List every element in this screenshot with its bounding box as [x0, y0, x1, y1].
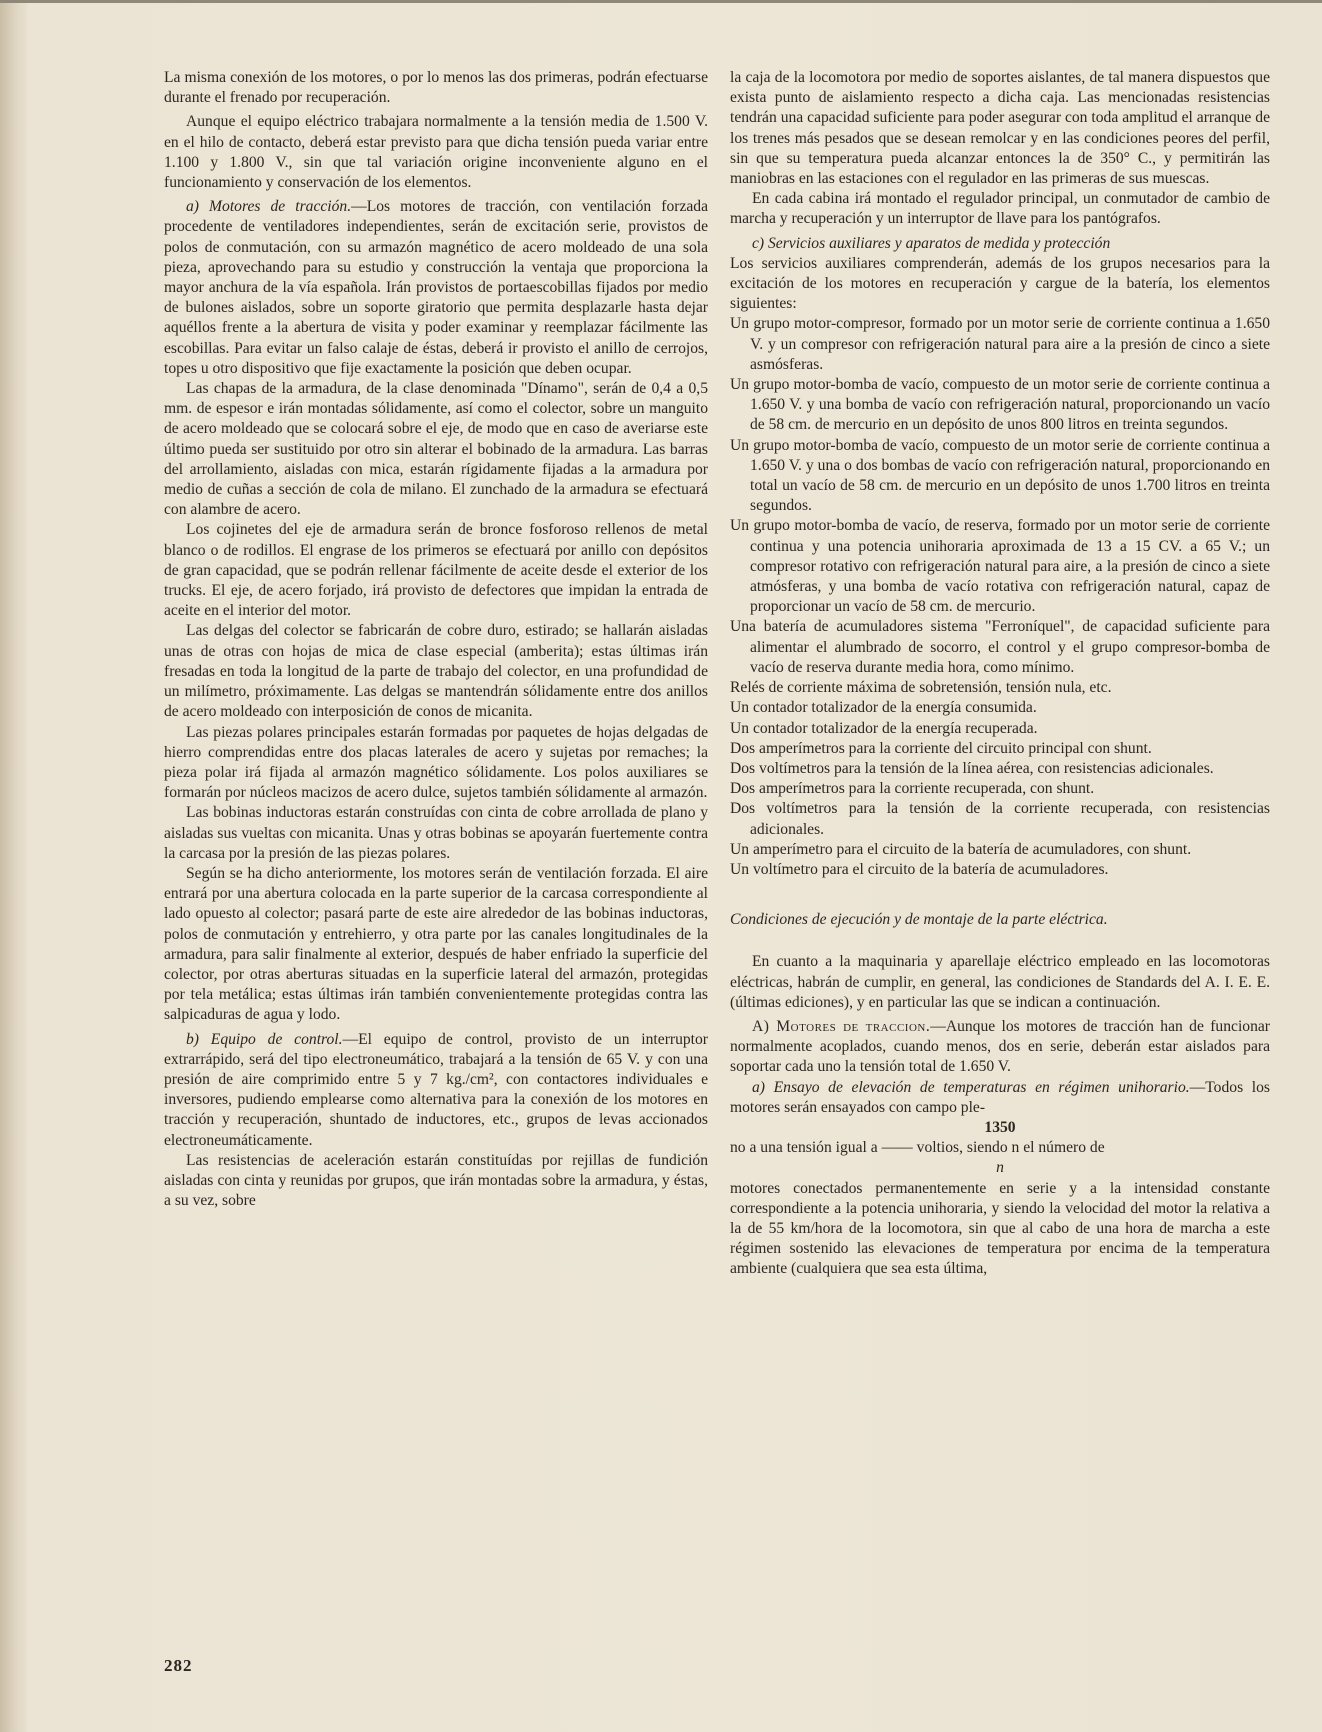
- list-item: Un grupo motor-bomba de vacío, compuesto de un motor serie de corriente continua a 1.650 V. y una o dos bombas de vacío con refrigeración natural, proporcionando en total un vacío de 58 cm. de mercurio en un depósito de unos 1.700 litros en treinta segundos.: [730, 436, 1270, 515]
- traction-heading: A) Motores de traccion.: [752, 1017, 931, 1035]
- list-item: Un grupo motor-compresor, formado por un motor serie de corriente continua a 1.650 V. y un compresor con refrigeración natural para aire a la presión de cinco a siete asmósferas.: [730, 315, 1270, 373]
- list-item: Un grupo motor-bomba de vacío, compuesto de un motor serie de corriente continua a 1.650 V. y una bomba de vacío con refrigeración natural, proporcionando un vacío de 58 cm. de mercurio en un depósito de unos 800 litros en treinta segundos.: [730, 376, 1270, 434]
- list-item: Dos amperímetros para la corriente recuperada, con shunt.: [730, 780, 1095, 798]
- traction-paragraph: [730, 1017, 1270, 1078]
- list-item: Relés de corriente máxima de sobretensión, tensión nula, etc.: [730, 679, 1112, 697]
- list-item: Dos voltímetros para la tensión de la corriente recuperada, con resistencias adicionales.: [730, 800, 1270, 838]
- paragraph: Aunque el equipo eléctrico trabajara normalmente a la tensión media de 1.500 V. en el hilo de contacto, deberá estar previsto para que dicha tensión pueda variar entre 1.100 y 1.800 V., sin que tal variación origine inconveniente alguno en el funcionamiento y conservación de los elementos.: [164, 113, 708, 192]
- left-column: [164, 68, 708, 1211]
- motors-heading: a) Motores de tracción.: [186, 198, 352, 216]
- paragraph: Según se ha dicho anteriormente, los motores serán de ventilación forzada. El aire entrará por una abertura colocada en la parte superior de la carcasa correspondiente al lado opuesto al colector; pasará parte de este aire alrededor de las bobinas inductoras, polos de conmutación y entrehierro, y otra parte por las canales longitudinales de la armadura, para salir finalmente al exterior, después de haber enfriado la superficie del colector, por otras aberturas situadas en la superficie lateral del armazón, protegidas por tela metálica; estas últimas irán también convenientemente protegidas contra las salpicaduras de agua y lodo.: [164, 864, 708, 1024]
- top-border: [0, 0, 1322, 3]
- control-heading: b) Equipo de control.: [186, 1030, 343, 1048]
- list-item: Un voltímetro para el circuito de la batería de acumuladores.: [730, 860, 1109, 878]
- paragraph: Las piezas polares principales estarán formadas por paquetes de hojas delgadas de hierro comprendidas entre dos placas laterales de acero y sujetas por remaches; la pieza polar irá fijada al armazón magnético sólidamente. Los polos auxiliares se formarán por núcleos macizos de acero dulce, sujetos también sólidamente al armazón.: [164, 723, 708, 802]
- aux-heading: c) Servicios auxiliares y aparatos de medida y protección: [752, 234, 1111, 252]
- conditions-heading: Condiciones de ejecución y de montaje de la parte eléctrica.: [730, 911, 1108, 929]
- list-item: Un amperímetro para el circuito de la batería de acumuladores, con shunt.: [730, 840, 1192, 858]
- control-text: —El equipo de control, provisto de un interruptor extrarrápido, será del tipo electroneumático, trabajará a la tensión de 65 V. y con una presión de aire comprimido entre 5 y 7 kg./cm², con contactores individuales e inversores, pudiendo emplearse como alternativa para la conexión de los motores en tracción y recuperación, shuntado de inductores, etc., grupos de levas accionados electroneumáticamente.: [164, 1030, 708, 1149]
- formula-line: no a una tensión igual a —— voltios, siendo n el número de: [730, 1139, 1105, 1157]
- formula-numerator: 1350: [984, 1118, 1016, 1136]
- test-text: —Todos los motores serán ensayados con campo ple-: [730, 1078, 1270, 1116]
- test-paragraph: [730, 1078, 1270, 1118]
- page-number: 282: [164, 1656, 193, 1675]
- formula-denominator: n: [996, 1159, 1004, 1177]
- paragraph: motores conectados permanentemente en serie y a la intensidad constante correspondiente a la potencia unihoraria, y siendo la velocidad del motor la relativa a la de 55 km/hora de la locomotora, sin que al cabo de una hora de marcha a este régimen sostenido las elevaciones de temperatura por encima de la temperatura ambiente (cualquiera que sea esta última,: [730, 1179, 1270, 1278]
- paragraph: Las resistencias de aceleración estarán constituídas por rejillas de fundición aisladas con cinta y reunidas por grupos, que irán montadas sobre la armadura, y éstas, a su vez, sobre: [164, 1151, 708, 1210]
- paragraph: En cuanto a la maquinaria y aparellaje eléctrico empleado en las locomotoras eléctricas, habrán de cumplir, en general, las condiciones de Standards del A. I. E. E. (últimas ediciones), y en particular las que se indican a continuación.: [730, 953, 1270, 1011]
- list-item: Un contador totalizador de la energía consumida.: [730, 699, 1037, 717]
- motors-text: —Los motores de tracción, con ventilación forzada procedente de ventiladores independientes, serán de excitación serie, provistos de polos de conmutación, con su armazón magnético de acero moldeado de una sola pieza, aprovechando para su estudio y construcción la ventaja que proporciona la mayor anchura de la vía española. Irán provistos de portaescobillas fijados por medio de bulones aislados, sobre un soporte giratorio que permita desplazarle hasta dejar aquéllos frente a la abertura de visita y poder examinar y reemplazar fácilmente las escobillas. Para evitar un falso calaje de éstas, deberá ir provisto el anillo de cerrojos, topes u otro dispositivo que fije exactamente la posición que deben ocupar.: [164, 198, 709, 377]
- paragraph: En cada cabina irá montado el regulador principal, un conmutador de cambio de marcha y recuperación y un interruptor de llave para los pantógrafos.: [730, 190, 1270, 228]
- list-item: Un contador totalizador de la energía recuperada.: [730, 719, 1038, 737]
- motors-paragraph: [164, 197, 708, 379]
- paragraph: La misma conexión de los motores, o por lo menos las dos primeras, podrán efectuarse durante el frenado por recuperación.: [164, 69, 708, 107]
- paragraph: Las bobinas inductoras estarán construídas con cinta de cobre arrollada de plano y aisladas sus vueltas con micanita. Unas y otras bobinas se apoyarán fuertemente contra la carcasa por la presión de las piezas polares.: [164, 804, 708, 862]
- traction-text: —Aunque los motores de tracción han de funcionar normalmente acoplados, cuando menos, dos en serie, deberán estar aislados para soportar cada uno la tensión total de 1.650 V.: [730, 1017, 1270, 1076]
- list-item: Un grupo motor-bomba de vacío, de reserva, formado por un motor serie de corriente continua y una potencia unihoraria aproximada de 13 a 15 CV. a 65 V.; un compresor rotativo con refrigeración natural para aire, a la presión de cinco a siete atmósferas, y una bomba de vacío rotativa con refrigeración natural, capaz de proporcionar un vacío de 58 cm. de mercurio.: [730, 517, 1270, 616]
- paragraph: Los cojinetes del eje de armadura serán de bronce fosforoso rellenos de metal blanco o de rodillos. El engrase de los primeros se efectuará por anillo con depósitos de gran capacidad, que se podrán rellenar fácilmente de aceite desde el exterior de los trucks. El eje, de acero forjado, irá provisto de defectores que impidan la entrada de aceite en el interior del motor.: [164, 521, 708, 620]
- paragraph: Las delgas del colector se fabricarán de cobre duro, estirado; se hallarán aisladas unas de otras con hojas de mica de clase especial (amberita); estas últimas irán fresadas en toda la longitud de la parte de trabajo del colector, en una profundidad de un milímetro, próximamente. Las delgas se mantendrán sólidamente entre dos anillos de acero moldeado con interposición de conos de micanita.: [164, 622, 708, 721]
- right-column: [730, 68, 1270, 1280]
- aux-intro: Los servicios auxiliares comprenderán, además de los grupos necesarios para la excitación de los motores en recuperación y cargue de la batería, los elementos siguientes:: [730, 254, 1270, 313]
- list-item: Una batería de acumuladores sistema "Ferroníquel", de capacidad suficiente para alimentar el alumbrado de socorro, el control y el grupo compresor-bomba de vacío de reserva durante media hora, como mínimo.: [730, 618, 1270, 676]
- paragraph: la caja de la locomotora por medio de soportes aislantes, de tal manera dispuestos que exista punto de aislamiento respecto a dicha caja. Las mencionadas resistencias tendrán una capacidad suficiente para poder asegurar con toda amplitud el arranque de los trenes más pesados que se desean remolcar y en las condiciones peores del perfil, sin que su temperatura pueda alcanzar entonces la de 350° C., y permitirán las maniobras en las estaciones con el regulador en las primeras de sus muescas.: [730, 69, 1270, 188]
- control-paragraph: [164, 1030, 708, 1151]
- test-heading: a) Ensayo de elevación de temperaturas en régimen unihorario.: [752, 1078, 1190, 1096]
- paragraph: Las chapas de la armadura, de la clase denominada "Dínamo", serán de 0,4 a 0,5 mm. de espesor e irán montadas sólidamente, así como el colector, sobre un manguito de acero moldeado que se colocará sobre el eje, de modo que en caso de averiarse este último pueda ser sustituido por otro sin alterar el bobinado de la armadura. Las barras del arrollamiento, aisladas con mica, estarán rígidamente fijadas a la armadura por medio de cuñas a sección de cola de milano. El zunchado de la armadura se efectuará con alambre de acero.: [164, 380, 708, 519]
- list-item: Dos voltímetros para la tensión de la línea aérea, con resistencias adicionales.: [730, 759, 1214, 777]
- list-item: Dos amperímetros para la corriente del circuito principal con shunt.: [730, 739, 1152, 757]
